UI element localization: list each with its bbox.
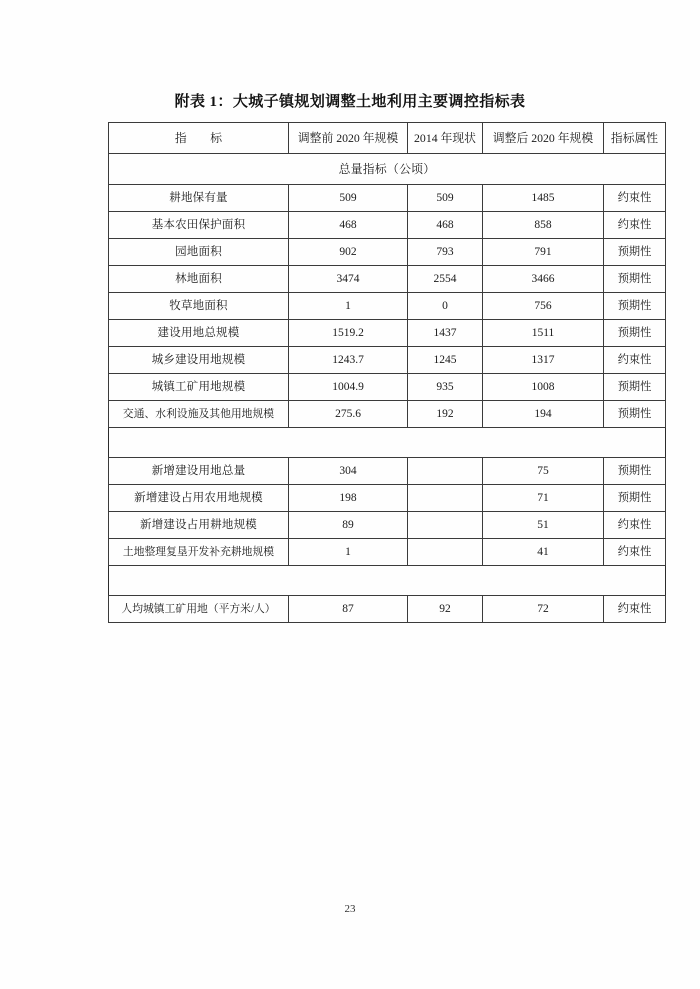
cell-before-2020: 1243.7 — [289, 347, 408, 374]
table-spacer-row — [109, 428, 666, 458]
cell-attribute: 预期性 — [604, 458, 666, 485]
section-banner-total-indicators: 总量指标（公顷） — [109, 154, 666, 185]
cell-before-2020: 468 — [289, 212, 408, 239]
cell-after-2020: 3466 — [483, 266, 604, 293]
cell-attribute: 预期性 — [604, 374, 666, 401]
spacer-cell — [109, 566, 666, 596]
row-label: 园地面积 — [109, 239, 289, 266]
cell-after-2020: 75 — [483, 458, 604, 485]
cell-after-2020: 858 — [483, 212, 604, 239]
cell-current-2014 — [408, 458, 483, 485]
cell-before-2020: 1519.2 — [289, 320, 408, 347]
cell-before-2020: 3474 — [289, 266, 408, 293]
table-row — [109, 596, 666, 623]
table-row — [109, 512, 666, 539]
cell-current-2014: 1245 — [408, 347, 483, 374]
header-indicator: 指 标 — [109, 123, 289, 154]
cell-before-2020: 87 — [289, 596, 408, 623]
cell-after-2020: 51 — [483, 512, 604, 539]
cell-before-2020: 1004.9 — [289, 374, 408, 401]
cell-after-2020: 1485 — [483, 185, 604, 212]
table-body — [109, 123, 666, 623]
row-label: 林地面积 — [109, 266, 289, 293]
cell-after-2020: 1511 — [483, 320, 604, 347]
cell-after-2020: 41 — [483, 539, 604, 566]
table-row — [109, 374, 666, 401]
cell-attribute: 约束性 — [604, 539, 666, 566]
cell-attribute: 约束性 — [604, 596, 666, 623]
page-title: 附表 1：大城子镇规划调整土地利用主要调控指标表 — [174, 94, 526, 110]
cell-current-2014: 468 — [408, 212, 483, 239]
cell-attribute: 约束性 — [604, 347, 666, 374]
cell-attribute: 预期性 — [604, 266, 666, 293]
row-label: 建设用地总规模 — [109, 320, 289, 347]
cell-attribute: 约束性 — [604, 512, 666, 539]
cell-before-2020: 89 — [289, 512, 408, 539]
table-row — [109, 458, 666, 485]
cell-after-2020: 71 — [483, 485, 604, 512]
cell-after-2020: 756 — [483, 293, 604, 320]
row-label: 新增建设占用农用地规模 — [109, 485, 289, 512]
cell-after-2020: 194 — [483, 401, 604, 428]
header-attribute: 指标属性 — [604, 123, 666, 154]
cell-before-2020: 902 — [289, 239, 408, 266]
cell-current-2014: 2554 — [408, 266, 483, 293]
cell-before-2020: 198 — [289, 485, 408, 512]
cell-current-2014: 192 — [408, 401, 483, 428]
cell-current-2014: 509 — [408, 185, 483, 212]
table-row — [109, 239, 666, 266]
cell-before-2020: 509 — [289, 185, 408, 212]
cell-before-2020: 1 — [289, 539, 408, 566]
row-label: 交通、水利设施及其他用地规模 — [109, 401, 289, 428]
table-row — [109, 185, 666, 212]
cell-before-2020: 304 — [289, 458, 408, 485]
cell-after-2020: 1317 — [483, 347, 604, 374]
page-number: 23 — [344, 903, 356, 915]
table-row — [109, 212, 666, 239]
indicator-table — [108, 122, 666, 623]
cell-attribute: 预期性 — [604, 293, 666, 320]
cell-current-2014 — [408, 512, 483, 539]
table-row — [109, 347, 666, 374]
header-after-2020: 调整后 2020 年规模 — [483, 123, 604, 154]
row-label: 耕地保有量 — [109, 185, 289, 212]
cell-current-2014: 92 — [408, 596, 483, 623]
cell-after-2020: 72 — [483, 596, 604, 623]
cell-current-2014: 0 — [408, 293, 483, 320]
table-row — [109, 401, 666, 428]
cell-after-2020: 791 — [483, 239, 604, 266]
cell-current-2014 — [408, 539, 483, 566]
cell-attribute: 约束性 — [604, 212, 666, 239]
spacer-cell — [109, 428, 666, 458]
table-row — [109, 485, 666, 512]
table-row — [109, 320, 666, 347]
table-header-row — [109, 123, 666, 154]
cell-current-2014: 935 — [408, 374, 483, 401]
row-label: 新增建设占用耕地规模 — [109, 512, 289, 539]
cell-current-2014 — [408, 485, 483, 512]
header-current-2014: 2014 年现状 — [408, 123, 483, 154]
cell-attribute: 预期性 — [604, 401, 666, 428]
row-label: 牧草地面积 — [109, 293, 289, 320]
section-banner-row — [109, 154, 666, 185]
cell-before-2020: 1 — [289, 293, 408, 320]
table-row — [109, 266, 666, 293]
table-row — [109, 293, 666, 320]
row-label: 新增建设用地总量 — [109, 458, 289, 485]
cell-before-2020: 275.6 — [289, 401, 408, 428]
row-label: 土地整理复垦开发补充耕地规模 — [109, 539, 289, 566]
cell-current-2014: 1437 — [408, 320, 483, 347]
cell-current-2014: 793 — [408, 239, 483, 266]
table-row — [109, 539, 666, 566]
row-label: 人均城镇工矿用地（平方米/人） — [109, 596, 289, 623]
table-spacer-row — [109, 566, 666, 596]
cell-attribute: 约束性 — [604, 185, 666, 212]
row-label: 城乡建设用地规模 — [109, 347, 289, 374]
header-before-2020: 调整前 2020 年规模 — [289, 123, 408, 154]
indicator-table-container — [108, 122, 665, 623]
cell-attribute: 预期性 — [604, 320, 666, 347]
cell-attribute: 预期性 — [604, 485, 666, 512]
cell-attribute: 预期性 — [604, 239, 666, 266]
row-label: 城镇工矿用地规模 — [109, 374, 289, 401]
row-label: 基本农田保护面积 — [109, 212, 289, 239]
cell-after-2020: 1008 — [483, 374, 604, 401]
